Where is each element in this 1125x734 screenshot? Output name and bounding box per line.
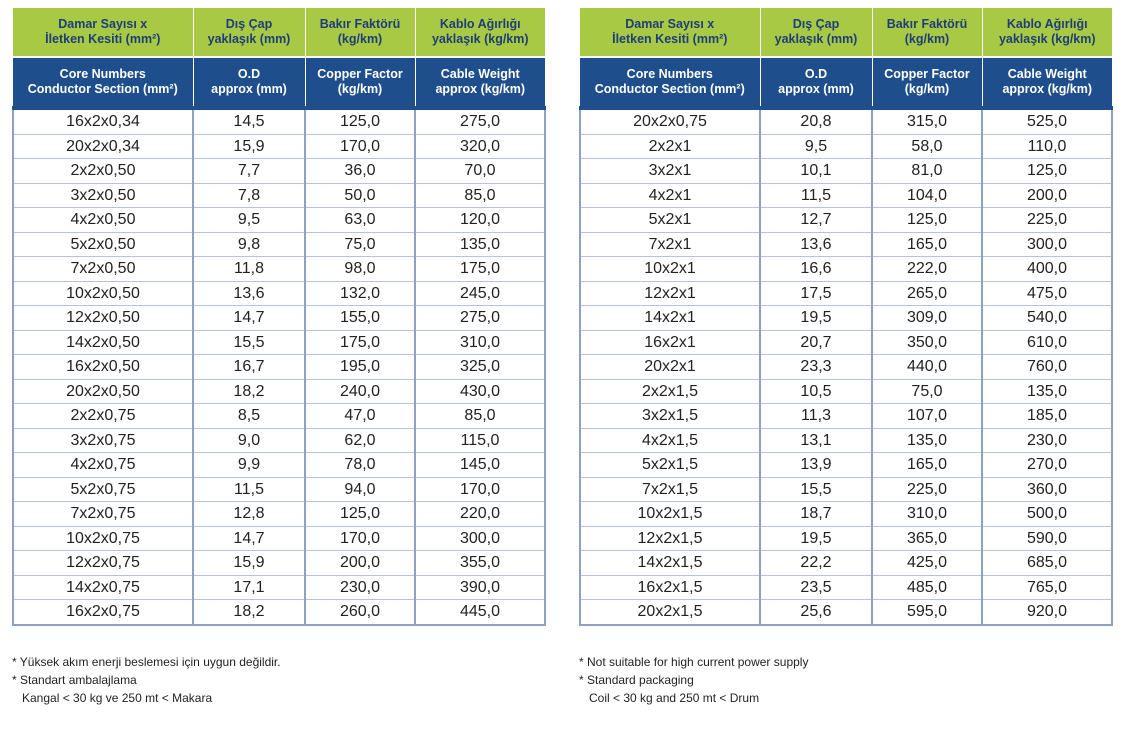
table-cell: 15,5 (193, 330, 305, 355)
table-cell: 47,0 (305, 404, 415, 429)
table-cell: 275,0 (415, 306, 545, 331)
table-row (580, 134, 1112, 159)
table-cell: 270,0 (982, 453, 1112, 478)
table-cell: 300,0 (415, 526, 545, 551)
table-cell: 9,0 (193, 428, 305, 453)
table-cell: 20x2x0,75 (580, 108, 760, 134)
table-cell: 14,7 (193, 306, 305, 331)
table-cell: 220,0 (415, 502, 545, 527)
table-cell: 12,7 (760, 208, 872, 233)
table-cell: 11,5 (760, 183, 872, 208)
table-row (13, 502, 545, 527)
table-cell: 18,2 (193, 379, 305, 404)
table-cell: 222,0 (872, 257, 982, 282)
table-cell: 9,5 (193, 208, 305, 233)
table-row (13, 404, 545, 429)
table-row (13, 134, 545, 159)
table-cell: 275,0 (415, 108, 545, 134)
note-line: Coil < 30 kg and 250 mt < Drum (589, 691, 760, 705)
table-cell: 2x2x0,75 (13, 404, 193, 429)
table-cell: 20x2x1 (580, 355, 760, 380)
table-cell: 365,0 (872, 526, 982, 551)
en-header-1: O.D approx (mm) (760, 57, 872, 108)
table-row (580, 379, 1112, 404)
table-row (580, 159, 1112, 184)
table-cell: 13,9 (760, 453, 872, 478)
header-row-english (580, 57, 1112, 108)
table-row (13, 232, 545, 257)
table-cell: 170,0 (305, 526, 415, 551)
table-cell: 315,0 (872, 108, 982, 134)
table-cell: 165,0 (872, 232, 982, 257)
tr-header-0: Damar Sayısı x İletken Kesiti (mm²) (580, 8, 760, 57)
table-row (13, 208, 545, 233)
table-cell: 98,0 (305, 257, 415, 282)
table-cell: 165,0 (872, 453, 982, 478)
table-row (13, 526, 545, 551)
table-cell: 58,0 (872, 134, 982, 159)
table-cell: 595,0 (872, 600, 982, 625)
table-cell: 230,0 (305, 575, 415, 600)
table-cell: 13,6 (760, 232, 872, 257)
table-row (13, 281, 545, 306)
table-cell: 10x2x1 (580, 257, 760, 282)
table-row (13, 257, 545, 282)
table-cell: 760,0 (982, 355, 1112, 380)
table-cell: 94,0 (305, 477, 415, 502)
table-cell: 15,9 (193, 551, 305, 576)
table-cell: 20x2x0,34 (13, 134, 193, 159)
table-cell: 75,0 (305, 232, 415, 257)
note-line: * Standard packaging (579, 673, 694, 687)
table-row (580, 330, 1112, 355)
table-cell: 16x2x1,5 (580, 575, 760, 600)
table-cell: 170,0 (305, 134, 415, 159)
header-row-turkish (580, 8, 1112, 57)
table-cell: 16x2x1 (580, 330, 760, 355)
table-cell: 7x2x1 (580, 232, 760, 257)
en-header-3: Cable Weight approx (kg/km) (982, 57, 1112, 108)
table-cell: 12x2x0,75 (13, 551, 193, 576)
table-row (13, 453, 545, 478)
table-cell: 5x2x0,75 (13, 477, 193, 502)
table-cell: 125,0 (305, 108, 415, 134)
table-cell: 2x2x0,50 (13, 159, 193, 184)
table-cell: 8,5 (193, 404, 305, 429)
table-cell: 36,0 (305, 159, 415, 184)
table-cell: 12x2x0,50 (13, 306, 193, 331)
table-cell: 310,0 (872, 502, 982, 527)
table-cell: 300,0 (982, 232, 1112, 257)
table-cell: 3x2x0,50 (13, 183, 193, 208)
table-cell: 125,0 (982, 159, 1112, 184)
table-cell: 16,7 (193, 355, 305, 380)
table-cell: 3x2x1 (580, 159, 760, 184)
table-cell: 16x2x0,34 (13, 108, 193, 134)
table-cell: 920,0 (982, 600, 1112, 625)
table-cell: 5x2x1 (580, 208, 760, 233)
note-line: * Yüksek akım enerji beslemesi için uygun değildir. (12, 655, 281, 669)
table-cell: 7x2x1,5 (580, 477, 760, 502)
table-cell: 14x2x0,75 (13, 575, 193, 600)
table-row (580, 526, 1112, 551)
table-cell: 81,0 (872, 159, 982, 184)
table-row (13, 477, 545, 502)
table-row (580, 575, 1112, 600)
table-cell: 125,0 (872, 208, 982, 233)
table-cell: 78,0 (305, 453, 415, 478)
en-header-2: Copper Factor (kg/km) (305, 57, 415, 108)
table-row (13, 330, 545, 355)
table-row (580, 502, 1112, 527)
table-cell: 17,1 (193, 575, 305, 600)
table-cell: 110,0 (982, 134, 1112, 159)
table-cell: 23,3 (760, 355, 872, 380)
table-cell: 14,5 (193, 108, 305, 134)
table-cell: 20,7 (760, 330, 872, 355)
table-cell: 590,0 (982, 526, 1112, 551)
table-cell: 3x2x0,75 (13, 428, 193, 453)
table-row (13, 306, 545, 331)
en-header-1: O.D approx (mm) (193, 57, 305, 108)
table-cell: 10,5 (760, 379, 872, 404)
table-cell: 18,2 (193, 600, 305, 625)
table-cell: 310,0 (415, 330, 545, 355)
table-cell: 50,0 (305, 183, 415, 208)
table-cell: 12x2x1 (580, 281, 760, 306)
table-cell: 2x2x1,5 (580, 379, 760, 404)
table-cell: 240,0 (305, 379, 415, 404)
table-cell: 400,0 (982, 257, 1112, 282)
table-cell: 320,0 (415, 134, 545, 159)
table-cell: 10,1 (760, 159, 872, 184)
table-cell: 18,7 (760, 502, 872, 527)
table-cell: 16x2x0,50 (13, 355, 193, 380)
table-cell: 430,0 (415, 379, 545, 404)
table-row (580, 183, 1112, 208)
table-cell: 200,0 (982, 183, 1112, 208)
table-row (13, 159, 545, 184)
table-cell: 4x2x0,75 (13, 453, 193, 478)
table-cell: 7x2x0,50 (13, 257, 193, 282)
table-cell: 62,0 (305, 428, 415, 453)
table-cell: 13,1 (760, 428, 872, 453)
table-row (13, 183, 545, 208)
header-row-turkish (13, 8, 545, 57)
table-cell: 11,5 (193, 477, 305, 502)
table-cell: 185,0 (982, 404, 1112, 429)
table-row (13, 551, 545, 576)
table-cell: 16,6 (760, 257, 872, 282)
tr-header-3: Kablo Ağırlığı yaklaşık (kg/km) (982, 8, 1112, 57)
table-cell: 225,0 (872, 477, 982, 502)
table-cell: 70,0 (415, 159, 545, 184)
notes-english (579, 653, 808, 707)
table-cell: 75,0 (872, 379, 982, 404)
table-cell: 22,2 (760, 551, 872, 576)
table-cell: 135,0 (872, 428, 982, 453)
table-cell: 125,0 (305, 502, 415, 527)
table-cell: 14,7 (193, 526, 305, 551)
table-cell: 325,0 (415, 355, 545, 380)
cable-table-left (12, 8, 546, 626)
cable-table-right (579, 8, 1113, 626)
table-cell: 135,0 (415, 232, 545, 257)
table-cell: 475,0 (982, 281, 1112, 306)
en-header-0: Core Numbers Conductor Section (mm²) (13, 57, 193, 108)
table-cell: 20x2x1,5 (580, 600, 760, 625)
table-cell: 13,6 (193, 281, 305, 306)
tr-header-2: Bakır Faktörü (kg/km) (872, 8, 982, 57)
table-cell: 120,0 (415, 208, 545, 233)
table-row (580, 208, 1112, 233)
table-cell: 19,5 (760, 526, 872, 551)
table-cell: 610,0 (982, 330, 1112, 355)
table-cell: 145,0 (415, 453, 545, 478)
table-row (580, 355, 1112, 380)
table-cell: 440,0 (872, 355, 982, 380)
table-cell: 12,8 (193, 502, 305, 527)
table-cell: 85,0 (415, 183, 545, 208)
table-row (13, 379, 545, 404)
table-cell: 15,5 (760, 477, 872, 502)
table-cell: 135,0 (982, 379, 1112, 404)
tr-header-0: Damar Sayısı x İletken Kesiti (mm²) (13, 8, 193, 57)
table-cell: 170,0 (415, 477, 545, 502)
table-row (580, 600, 1112, 625)
table-row (13, 355, 545, 380)
table-cell: 132,0 (305, 281, 415, 306)
table-cell: 25,6 (760, 600, 872, 625)
note-line: * Not suitable for high current power supply (579, 655, 809, 669)
table-row (13, 575, 545, 600)
table-row (580, 453, 1112, 478)
table-row (580, 306, 1112, 331)
table-cell: 15,9 (193, 134, 305, 159)
table-cell: 10x2x0,75 (13, 526, 193, 551)
table-cell: 63,0 (305, 208, 415, 233)
table-cell: 20x2x0,50 (13, 379, 193, 404)
tr-header-3: Kablo Ağırlığı yaklaşık (kg/km) (415, 8, 545, 57)
table-cell: 350,0 (872, 330, 982, 355)
table-cell: 23,5 (760, 575, 872, 600)
table-cell: 5x2x0,50 (13, 232, 193, 257)
table-cell: 445,0 (415, 600, 545, 625)
table-cell: 765,0 (982, 575, 1112, 600)
en-header-2: Copper Factor (kg/km) (872, 57, 982, 108)
table-cell: 20,8 (760, 108, 872, 134)
en-header-3: Cable Weight approx (kg/km) (415, 57, 545, 108)
table-cell: 485,0 (872, 575, 982, 600)
note-line: * Standart ambalajlama (12, 673, 137, 687)
table-cell: 355,0 (415, 551, 545, 576)
table-body (580, 108, 1112, 625)
en-header-0: Core Numbers Conductor Section (mm²) (580, 57, 760, 108)
table-cell: 175,0 (305, 330, 415, 355)
table-cell: 155,0 (305, 306, 415, 331)
tr-header-1: Dış Çap yaklaşık (mm) (193, 8, 305, 57)
table-body (13, 108, 545, 625)
header-row-english (13, 57, 545, 108)
table-row (580, 232, 1112, 257)
table-cell: 230,0 (982, 428, 1112, 453)
table-row (580, 257, 1112, 282)
table-cell: 9,9 (193, 453, 305, 478)
table-cell: 4x2x1,5 (580, 428, 760, 453)
table-cell: 9,8 (193, 232, 305, 257)
table-cell: 260,0 (305, 600, 415, 625)
table-cell: 7,8 (193, 183, 305, 208)
table-row (580, 477, 1112, 502)
table-cell: 11,8 (193, 257, 305, 282)
tr-header-2: Bakır Faktörü (kg/km) (305, 8, 415, 57)
table-cell: 4x2x0,50 (13, 208, 193, 233)
table-cell: 425,0 (872, 551, 982, 576)
table-row (580, 404, 1112, 429)
table-cell: 16x2x0,75 (13, 600, 193, 625)
table-cell: 14x2x0,50 (13, 330, 193, 355)
table-cell: 175,0 (415, 257, 545, 282)
table-cell: 4x2x1 (580, 183, 760, 208)
table-cell: 107,0 (872, 404, 982, 429)
tr-header-1: Dış Çap yaklaşık (mm) (760, 8, 872, 57)
table-cell: 7x2x0,75 (13, 502, 193, 527)
table-cell: 3x2x1,5 (580, 404, 760, 429)
table-cell: 17,5 (760, 281, 872, 306)
table-cell: 2x2x1 (580, 134, 760, 159)
table-cell: 360,0 (982, 477, 1112, 502)
table-row (580, 108, 1112, 134)
table-cell: 390,0 (415, 575, 545, 600)
table-cell: 245,0 (415, 281, 545, 306)
note-line: Kangal < 30 kg ve 250 mt < Makara (22, 691, 213, 705)
table-cell: 265,0 (872, 281, 982, 306)
table-cell: 7,7 (193, 159, 305, 184)
table-cell: 200,0 (305, 551, 415, 576)
table-cell: 115,0 (415, 428, 545, 453)
table-cell: 85,0 (415, 404, 545, 429)
table-cell: 5x2x1,5 (580, 453, 760, 478)
table-cell: 10x2x0,50 (13, 281, 193, 306)
table-cell: 540,0 (982, 306, 1112, 331)
table-row (13, 108, 545, 134)
table-cell: 14x2x1,5 (580, 551, 760, 576)
table-row (13, 600, 545, 625)
table-cell: 195,0 (305, 355, 415, 380)
table-cell: 309,0 (872, 306, 982, 331)
table-cell: 685,0 (982, 551, 1112, 576)
notes-turkish (12, 653, 281, 707)
table-cell: 14x2x1 (580, 306, 760, 331)
table-row (13, 428, 545, 453)
table-row (580, 551, 1112, 576)
table-cell: 11,3 (760, 404, 872, 429)
table-cell: 19,5 (760, 306, 872, 331)
table-cell: 10x2x1,5 (580, 502, 760, 527)
table-cell: 500,0 (982, 502, 1112, 527)
table-cell: 104,0 (872, 183, 982, 208)
table-cell: 9,5 (760, 134, 872, 159)
table-cell: 12x2x1,5 (580, 526, 760, 551)
table-cell: 225,0 (982, 208, 1112, 233)
table-cell: 525,0 (982, 108, 1112, 134)
table-row (580, 281, 1112, 306)
table-row (580, 428, 1112, 453)
